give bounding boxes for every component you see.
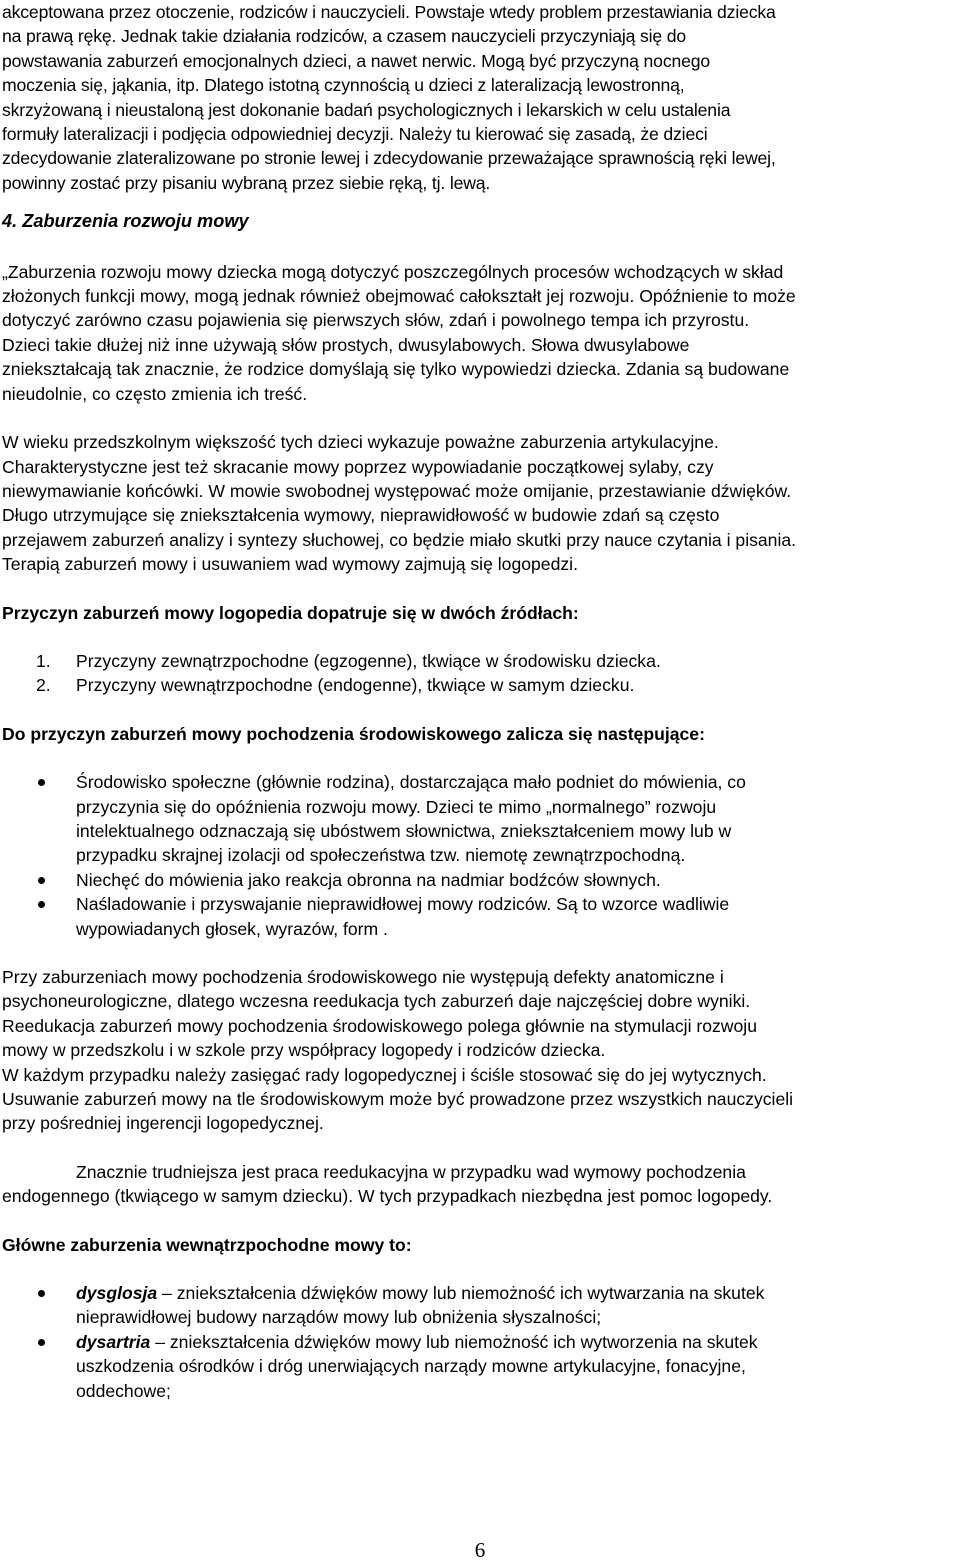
text-line: wypowiadanych głosek, wyrazów, form . <box>76 918 388 939</box>
bullet-icon <box>38 779 45 786</box>
bullet-icon <box>38 901 45 908</box>
text-line: intelektualnego odznaczają się ubóstwem słownictwa, zniekształceniem mowy lub w <box>76 820 732 841</box>
text-line <box>76 1281 958 1305</box>
term-definition: – zniekształcenia dźwięków mowy lub niemożność ich wytworzenia na skutek <box>150 1331 758 1352</box>
internal-disorders-list <box>2 1281 958 1403</box>
text-line: zdecydowanie zlateralizowane po stronie lewej i zdecydowanie przeważające sprawnością ręki lewej, <box>2 148 776 169</box>
text-line: endogennego (tkwiącego w samym dziecku). W tych przypadkach niezbędna jest pomoc logopedy. <box>2 1186 773 1207</box>
list-item <box>2 1281 958 1330</box>
internal-disorders-heading: Główne zaburzenia wewnątrzpochodne mowy to: <box>2 1234 412 1255</box>
text-line: przypadku skrajnej izolacji od społeczeństwa tzw. niemotę zewnątrzpochodną. <box>76 845 686 866</box>
text-line: na prawą rękę. Jednak takie działania rodziców, a czasem nauczycieli przyczyniają się do <box>2 26 687 47</box>
section-heading: 4. Zaburzenia rozwoju mowy <box>2 211 249 232</box>
text-line: formuły lateralizacji i podjęcia odpowiedniej decyzji. Należy tu kierować się zasadą, że dzieci <box>2 124 708 145</box>
term-definition: – zniekształcenia dźwięków mowy lub niemożność ich wytwarzania na skutek <box>157 1283 765 1304</box>
list-item <box>2 673 958 697</box>
term-dysartria: dysartria <box>76 1331 151 1352</box>
text-line: Niechęć do mówienia jako reakcja obronna na nadmiar bodźców słownych. <box>76 869 661 890</box>
paragraph-endogenous <box>2 1160 958 1209</box>
text-line: złożonych funkcji mowy, mogą jednak również obejmować całokształt jej rozwoju. Opóźnienie to może <box>2 286 796 307</box>
text-line: W każdym przypadku należy zasięgać rady logopedycznej i ściśle stosować się do jej wytycznych. <box>2 1064 767 1085</box>
text-line: powinny zostać przy pisaniu wybraną przez siebie ręką, tj. lewą. <box>2 172 491 193</box>
environmental-causes-list <box>2 770 958 941</box>
text-line: Reedukacja zaburzeń mowy pochodzenia środowiskowego polega głównie na stymulacji rozwoju <box>2 1015 757 1036</box>
text-line: oddechowe; <box>76 1380 171 1401</box>
text-line: przejawem zaburzeń analizy i syntezy słuchowej, co będzie miało skutki przy nauce czytania i pisania. <box>2 529 797 550</box>
term-dysglosja: dysglosja <box>76 1283 158 1304</box>
environmental-causes-heading: Do przyczyn zaburzeń mowy pochodzenia środowiskowego zalicza się następujące: <box>2 723 705 744</box>
text-line: Naśladowanie i przyswajanie nieprawidłowej mowy rodziców. Są to wzorce wadliwie <box>76 894 730 915</box>
text-line <box>76 1330 958 1354</box>
paragraph-speech-development <box>2 260 958 406</box>
paragraph-environmental-reeducation <box>2 965 958 1136</box>
text-line: skrzyżowaną i nieustaloną jest dokonanie badań psychologicznych i lekarskich w celu ustalenia <box>2 99 731 120</box>
bullet-icon <box>38 1339 45 1346</box>
text-line: dotyczyć zarówno czasu pojawienia się pierwszych słów, zdań i powolnego tempa ich przyrostu. <box>2 310 750 331</box>
causes-list <box>2 649 958 698</box>
text-line: nieudolnie, co często zmienia ich treść. <box>2 383 308 404</box>
text-line: „Zaburzenia rozwoju mowy dziecka mogą dotyczyć poszczególnych procesów wchodzących w skład <box>2 261 784 282</box>
list-item-text: Przyczyny zewnątrzpochodne (egzogenne), tkwiące w środowisku dziecka. <box>76 650 661 671</box>
text-line: mowy w przedszkolu i w szkole przy współpracy logopedy i rodziców dziecka. <box>2 1040 606 1061</box>
text-line: przy pośredniej ingerencji logopedycznej. <box>2 1113 324 1134</box>
page-number: 6 <box>474 1538 486 1562</box>
paragraph-preschool-age <box>2 430 958 576</box>
list-item-text: Przyczyny wewnątrzpochodne (endogenne), tkwiące w samym dziecku. <box>76 675 635 696</box>
text-line: Przy zaburzeniach mowy pochodzenia środowiskowego nie występują defekty anatomiczne i <box>2 967 724 987</box>
text-line: W wieku przedszkolnym większość tych dzieci wykazuje poważne zaburzenia artykulacyjne. <box>2 432 719 453</box>
list-number: 1. <box>36 650 51 671</box>
list-number: 2. <box>36 675 51 696</box>
text-line: Dzieci takie dłużej niż inne używają słów prostych, dwusylabowych. Słowa dwusylabowe <box>2 334 690 355</box>
text-line: psychoneurologiczne, dlatego wczesna reedukacja tych zaburzeń daje najczęściej dobre wyniki. <box>2 991 751 1012</box>
text-line: moczenia się, jąkania, itp. Dlatego istotną czynnością u dzieci z lateralizacją lewostronną, <box>2 75 685 96</box>
bullet-icon <box>38 1290 45 1297</box>
text-line: przyczynia się do opóźnienia rozwoju mowy. Dzieci te mimo „normalnego” rozwoju <box>76 796 717 817</box>
text-line: Znacznie trudniejsza jest praca reedukacyjna w przypadku wad wymowy pochodzenia <box>76 1161 746 1182</box>
list-item <box>2 649 958 673</box>
page-content <box>2 0 958 1427</box>
text-line: Środowisko społeczne (głównie rodzina), dostarczająca mało podniet do mówienia, co <box>76 772 746 793</box>
list-item <box>2 1330 958 1403</box>
text-line: nieprawidłowej budowy narządów mowy lub obniżenia słyszalności; <box>76 1307 602 1328</box>
text-line: Długo utrzymujące się zniekształcenia wymowy, nieprawidłowość w budowie zdań są często <box>2 505 720 526</box>
text-line: akceptowana przez otoczenie, rodziców i nauczycieli. Powstaje wtedy problem przestawiania dziecka <box>2 2 776 22</box>
text-line: zniekształcają tak znacznie, że rodzice domyślają się tylko wypowiedzi dziecka. Zdania są budowane <box>2 359 790 380</box>
text-line: Charakterystyczne jest też skracanie mowy poprzez wypowiadanie początkowej sylaby, czy <box>2 456 714 477</box>
text-line: uszkodzenia ośrodków i dróg unerwiających narządy mowne artykulacyjne, fonacyjne, <box>76 1356 746 1377</box>
intro-paragraph <box>2 0 958 195</box>
list-item <box>2 770 958 868</box>
text-line: Terapią zaburzeń mowy i usuwaniem wad wymowy zajmują się logopedzi. <box>2 554 578 575</box>
causes-heading: Przyczyn zaburzeń mowy logopedia dopatruje się w dwóch źródłach: <box>2 602 579 623</box>
bullet-icon <box>38 877 45 884</box>
text-line: niewymawianie końcówki. W mowie swobodnej występować może omijanie, przestawianie dźwięków. <box>2 480 792 501</box>
list-item <box>2 868 958 892</box>
text-line: powstawania zaburzeń emocjonalnych dzieci, a nawet nerwic. Mogą być przyczyną nocnego <box>2 50 711 71</box>
list-item <box>2 892 958 941</box>
text-line: Usuwanie zaburzeń mowy na tle środowiskowym może być prowadzone przez wszystkich nauczycieli <box>2 1089 794 1110</box>
